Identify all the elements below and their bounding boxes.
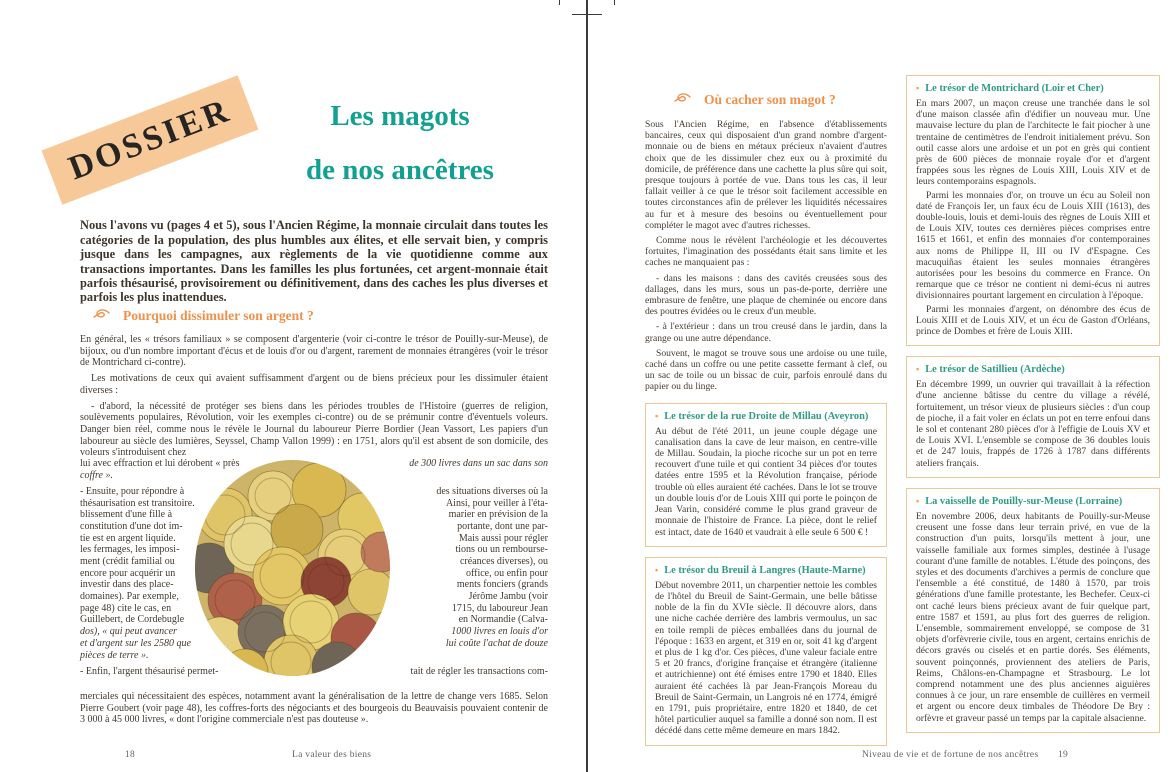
section-heading-label: Pourquoi dissimuler son argent ? bbox=[123, 308, 314, 323]
box-title bbox=[655, 565, 877, 576]
square-bullet-icon: ▪ bbox=[916, 495, 920, 506]
wrap-left: - Enfin, l'argent thésaurisé permet- bbox=[80, 665, 219, 677]
square-bullet-icon: ▪ bbox=[916, 364, 920, 375]
paragraph: Les motivations de ceux qui avaient suffisamment d'argent ou de biens précieux pour les dissimuler étaient diverses : bbox=[80, 373, 548, 396]
box-title-label: Le trésor de la rue Droite de Millau (Aveyron) bbox=[664, 410, 869, 422]
treasure-box-pouilly bbox=[906, 488, 1160, 733]
wrap-right: Jérôme Jambu (voir bbox=[468, 591, 548, 603]
treasure-box-satillieu bbox=[906, 356, 1160, 478]
wrap-left: investir dans des place- bbox=[80, 579, 174, 591]
square-bullet-icon: ▪ bbox=[655, 410, 659, 421]
wrap-right: office, ou enfin pour bbox=[465, 567, 548, 579]
paragraph: Souvent, le magot se trouve sous une ardoise ou une tuile, caché dans un coffre ou une petite cassette fermant à clef, ou un sac de toile ou un bissac de cuir, parfois enroulé dans du papier ou du linge. bbox=[645, 347, 887, 393]
wrap-left: thésaurisation est transitoire. bbox=[80, 497, 195, 509]
box-title-label: Le trésor de Satillieu (Ardèche) bbox=[925, 364, 1065, 376]
crop-mark-icon bbox=[614, 0, 615, 5]
paragraph: - à l'extérieur : dans un trou creusé dans le jardin, dans la grange ou une autre dépendance. bbox=[645, 321, 887, 344]
wrap-right: de 300 livres dans un sac dans son bbox=[409, 458, 548, 469]
right-column-1 bbox=[645, 92, 887, 746]
section-heading-label: Où cacher son magot ? bbox=[704, 92, 836, 107]
paragraph: En décembre 1999, un ouvrier qui travaillait à la réfection d'une ancienne bâtisse du centre du village a révélé, fortuitement, un trésor vieux de plusieurs siècles : d'un coup de pioche, il a fait voler en éclats un pot en terre enfoui dans le sol et contenant 280 pièces d'or à l'effigie de Louis XV et de Louis XVI. L'ensemble se compose de 36 doubles louis et de 247 louis, frappés de 1726 à 1787 dans différents ateliers français. bbox=[916, 379, 1150, 469]
paragraph: Parmi les monnaies d'or, on trouve un écu au Soleil non daté de François Ier, un faux écu de Louis XIII (1613), des double-louis, louis et demi-louis des règnes de Louis XIII et de Louis XIV, toutes ces dernières pièces comprises entre 1615 et 1661, et enfin des monnaies d'or contemporaines aux noms de Philippe II, III ou IV d'Espagne. Ces macuquiñas étaient les seules monnaies étrangères autorisées pour les besoins du commerce en France. On remarque que ce trésor ne contient ni demi-écus ni autres divisionnaires pourtant largement en circulation à l'époque. bbox=[916, 189, 1150, 302]
wrap-right: créances diverses), ou bbox=[459, 556, 548, 567]
section-ornament-icon bbox=[93, 308, 110, 324]
treasure-box-montrichard bbox=[906, 75, 1160, 346]
section-ornament-icon bbox=[674, 92, 691, 108]
box-body bbox=[916, 379, 1150, 469]
paragraph: En général, les « trésors familiaux » se composent d'argenterie (voir ci-contre le trésor de Pouilly-sur-Meuse), de bijoux, ou d'un nombre important d'écus et de louis d'or ou d'argent, rarement de monnaies étrangères (voir le trésor de Montrichard ci-contre). bbox=[80, 334, 548, 369]
closing-paragraph: merciales qui nécessitaient des espèces, notamment avant la généralisation de la lettre de change vers 1685. Selon Pierre Goubert (voir page 48), les coffres-forts des négociants et des bourgeois du Beauvaisis pouvaient contenir de 3 000 à 45 000 livres, « dont l'origine commerciale n'est pas douteuse ». bbox=[80, 691, 548, 726]
paragraph: Comme nous le révèlent l'archéologie et les découvertes fortuites, l'imagination des possédants était sans limite et les caches ne manquaient pas : bbox=[645, 235, 887, 269]
right-column-2 bbox=[906, 75, 1160, 733]
page-spine-divider bbox=[586, 0, 588, 772]
right-paragraphs bbox=[645, 119, 887, 393]
square-bullet-icon: ▪ bbox=[916, 83, 920, 93]
box-title-label: La vaisselle de Pouilly-sur-Meuse (Lorraine) bbox=[925, 495, 1123, 507]
wrap-left: blissement d'une fille à bbox=[80, 509, 173, 521]
wrap-left: dos), « qui peut avancer bbox=[80, 626, 177, 638]
wrap-right: tions ou un rembourse- bbox=[455, 544, 548, 556]
box-body bbox=[916, 98, 1150, 337]
box-title bbox=[655, 411, 877, 422]
crop-mark-icon bbox=[572, 14, 602, 15]
wrap-right: 1715, du laboureur Jean bbox=[451, 602, 548, 614]
paragraph: Sous l'Ancien Régime, en l'absence d'établissements bancaires, ceux qui disposaient d'un grand nombre d'argent-monnaie ou de biens en métaux précieux n'avaient d'autres choix que de les dissimuler chez eux ou à proximité du domicile, de préférence dans une cachette la plus sûre qui soit, presque toujours à portée de vue. Dans tous les cas, il leur fallait veiller à ce que le trésor soit facilement accessible en toutes circonstances afin de prélever les liquidités nécessaires au fur et à mesure des besoins ou éventuellement pour compléter le magot avec d'autres richesses. bbox=[645, 119, 887, 231]
paragraph: - dans les maisons : dans des cavités creusées sous des dallages, dans les murs, sous un pas-de-porte, derrière une embrasure de fenêtre, une plaque de cheminée ou encore dans des poutres évidées ou le creux d'un meuble. bbox=[645, 272, 887, 318]
paragraph: En novembre 2006, deux habitants de Pouilly-sur-Meuse creusent une fosse dans leur terrain privé, en vue de la construction d'un puits, lorsqu'ils mettent à jour, une vaisselle familiale aux formes simples, destinée à l'usage courant d'une famille de notables. L'étude des poinçons, des styles et des documents d'archives a permis de conclure que l'ensemble a été constitué, de 1480 à 1570, par trois générations d'une famille protestante, les Bechefer. Ceux-ci ont caché leurs biens précieux avant de fuir quelque part, entre 1587 et 1591, au plus fort des guerres de religion. L'ensemble, sommairement enveloppé, se compose de 31 objets d'orfèvrerie civile, tous en argent, certains enrichis de décors gravés ou ciselés et en partie dorés. Ses éléments, souvent poinçonnés, proviennent des ateliers de Paris, Reims, Châlons-en-Champagne et Strasbourg. Le lot comprend notamment une des plus anciennes aiguières connues à ce jour, un rare ensemble de cuillères en vermeil et argent ou encore deux timbales de Théodore De Bry : orfèvre et graveur passé un temps par la capitale alsacienne. bbox=[916, 510, 1150, 724]
wrap-left: et d'argent sur les 2580 que bbox=[80, 637, 191, 649]
right-footer-label: Niveau de vie et de fortune de nos ancêtres bbox=[862, 750, 1039, 760]
wrap-right: 1000 livres en louis d'or bbox=[451, 626, 548, 638]
square-bullet-icon: ▪ bbox=[655, 564, 659, 575]
section-heading-why-hide bbox=[80, 308, 548, 324]
wrap-left: encore pour acquérir un bbox=[80, 567, 176, 579]
wrap-left: Guillebert, de Cordebugle bbox=[80, 614, 185, 626]
left-footer-label: La valeur des biens bbox=[292, 750, 372, 760]
paragraph: Au début de l'été 2011, un jeune couple dégage une canalisation dans la cave de leur maison, en centre-ville de Millau. Soudain, la pioche ricoche sur un pot en terre recouvert d'une tuile et qui contient 34 pièces d'or toutes datées entre 1595 et la Révolution française, période trouble où elles auraient été cachées. Dans le lot se trouve un double louis d'or de Louis XIII qui porte le poinçon de Jean Varin, considéré comme le plus grand graveur de monnaie de l'histoire de France. La pièce, dont le relief est intact, date de 1640 et vaudrait à elle seule 6 500 € ! bbox=[655, 425, 877, 538]
wrap-right: tait de régler les transactions com- bbox=[410, 665, 548, 677]
right-page-number: 19 bbox=[1058, 750, 1069, 760]
left-paragraphs bbox=[80, 334, 548, 459]
wrap-left: - Ensuite, pour répondre à bbox=[80, 485, 185, 497]
intro-paragraph: Nous l'avons vu (pages 4 et 5), sous l'Ancien Régime, la monnaie circulait dans toutes les catégories de la population, des plus humbles aux élites, et elle servait bien, y compris jusque dans les campagnes, aux règlements de la vie quotidienne comme aux transactions importantes. Dans les familles les plus fortunées, cet argent-monnaie était parfois thésaurisé, provisoirement ou définitivement, dans des caches les plus diverses et parfois les plus inattendues. bbox=[80, 218, 548, 305]
wrap-right: des situations diverses où la bbox=[436, 485, 548, 497]
wrap-right: Ainsi, pour veiller à l'éta- bbox=[445, 497, 548, 509]
wrap-right: ments fonciers (grands bbox=[456, 579, 548, 591]
page-title bbox=[245, 101, 555, 185]
box-title bbox=[916, 364, 1150, 375]
paragraph: En mars 2007, un maçon creuse une tranchée dans le sol d'une maison classée afin d'édifier un nouveau mur. Une mauvaise lecture du plan de l'architecte le fait piocher à une trentaine de centimètres de l'endroit initialement prévu. Son outil casse alors une ardoise et un pot en grès qui contient près de 600 pièces de monnaie royale d'or et d'argent frappées sous les règnes de Louis XIII, Louis XIV et de leurs contemporains espagnols. bbox=[916, 98, 1150, 188]
left-page-number: 18 bbox=[125, 750, 136, 760]
treasure-box-langres bbox=[645, 557, 887, 746]
wrap-right: Mais aussi pour régler bbox=[458, 532, 548, 544]
paragraph: Parmi les monnaies d'argent, on dénombre des écus de Louis XIII et de Louis XIV, et un écu de Gaston d'Orléans, prince de Dombes et frère de Louis XIII. bbox=[916, 303, 1150, 338]
coins-photo bbox=[195, 460, 390, 676]
wrap-right: lui coûte l'achat de douze bbox=[445, 637, 548, 649]
box-title bbox=[916, 83, 1150, 94]
crop-mark-icon bbox=[559, 0, 560, 5]
section-heading-where-hide bbox=[645, 92, 887, 108]
dossier-banner: DOSSIER bbox=[42, 75, 259, 204]
box-title-label: Le trésor de Montrichard (Loir et Cher) bbox=[925, 83, 1104, 94]
wrap-right: marier en prévision de la bbox=[448, 509, 548, 521]
wrap-left: page 48) cite le cas, en bbox=[80, 602, 172, 614]
page-title-line1: Les magots bbox=[330, 100, 470, 133]
box-body bbox=[916, 511, 1150, 724]
box-title-label: Le trésor du Breuil à Langres (Haute-Marne) bbox=[664, 564, 866, 576]
wrap-right: en Normandie (Calva- bbox=[458, 614, 548, 626]
wrap-left: pièces de terre ». bbox=[80, 649, 149, 661]
treasure-box-millau bbox=[645, 403, 887, 547]
wrap-left: coffre ». bbox=[80, 469, 113, 481]
wrap-left: domaines). Par exemple, bbox=[80, 591, 179, 603]
box-body bbox=[655, 426, 877, 538]
wrap-right: portante, dont une par- bbox=[457, 520, 548, 532]
wrap-left: constitution d'une dot im- bbox=[80, 520, 183, 532]
box-title bbox=[916, 496, 1150, 507]
paragraph: Début novembre 2011, un charpentier nettoie les combles de l'hôtel du Breuil de Saint-Germain, une belle bâtisse noble de la fin du XVIe siècle. Il découvre alors, dans une niche cachée derrière des lambris vermoulus, un sac en toile rempli de pièces emballées dans du journal de l'époque : 1633 en argent, et 319 en or, soit 41 kg d'argent et plus de 1 kg d'or. Ces pièces, d'une valeur faciale entre 5 et 20 francs, d'origine française et étrangère (italienne et autrichienne) ont été émises entre 1790 et 1840. Elles auraient été cachées là par Jean-François Moreau du Breuil de Saint-Germain, un Langrois né en 1774, émigré en 1791, puis propriétaire, entre 1820 et 1840, de cet hôtel particulier auquel sa famille a donné son nom. Il est décédé dans cette même demeure en mars 1842. bbox=[655, 579, 877, 737]
wrap-left: les fermages, les imposi- bbox=[80, 544, 180, 556]
wrap-left: tie est en argent liquide. bbox=[80, 532, 176, 544]
box-body bbox=[655, 580, 877, 737]
page-title-line2: de nos ancêtres bbox=[306, 154, 494, 187]
paragraph: - d'abord, la nécessité de protéger ses biens dans les périodes troubles de l'Histoire (guerres de religion, soulèvements populaires, Révolution, voir les exemples ci-contre) ou de se prémunir contre d'éventuels voleurs. Danger bien réel, comme nous le révèle le Journal du laboureur Pierre Bordier (Jean Vassort, Les papiers d'un laboureur au siècle des lumières, Seyssel, Champ Vallon 1999) : en 1751, alors qu'il est absent de son domicile, des voleurs s'introduisent chez bbox=[80, 400, 548, 459]
wrap-left: lui avec effraction et lui dérobent « près bbox=[80, 458, 240, 469]
wrap-left: ment (crédit familial ou bbox=[80, 556, 175, 567]
